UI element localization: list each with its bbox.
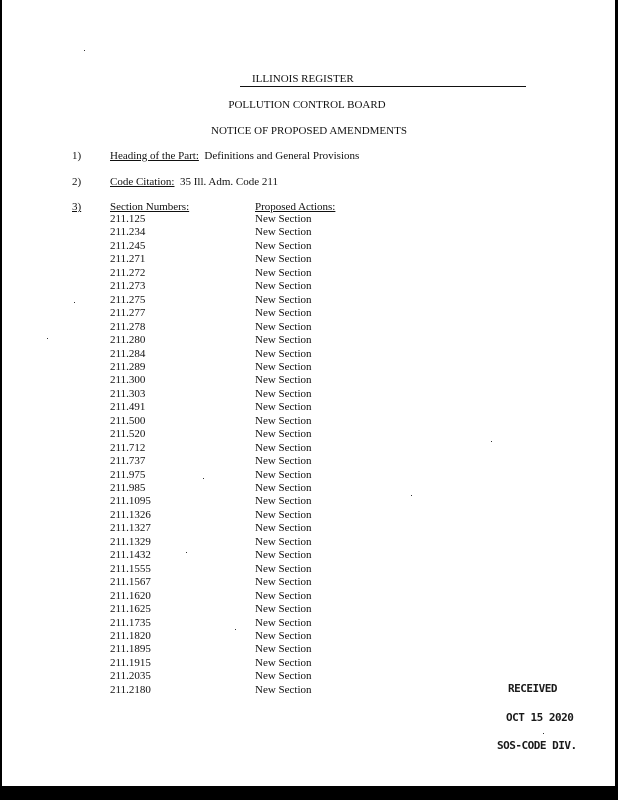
section-row xyxy=(0,657,618,670)
section-row xyxy=(0,321,618,334)
section-number: 211.245 xyxy=(110,239,146,252)
section-row xyxy=(0,401,618,414)
proposed-action: New Section xyxy=(255,482,312,494)
scan-speck xyxy=(74,302,75,303)
section-row xyxy=(0,455,618,468)
section-row xyxy=(0,307,618,320)
register-header: ILLINOIS REGISTER xyxy=(240,72,526,87)
proposed-action: New Section xyxy=(255,535,312,548)
section-row xyxy=(0,294,618,307)
item-text xyxy=(110,149,359,163)
section-row xyxy=(0,361,618,374)
section-row xyxy=(0,482,618,495)
proposed-action: New Section xyxy=(255,656,312,669)
proposed-action: New Section xyxy=(255,441,312,454)
proposed-action: New Section xyxy=(255,468,312,481)
section-number: 211.271 xyxy=(110,253,146,266)
section-row xyxy=(0,563,618,576)
section-number: 211.275 xyxy=(110,293,146,306)
section-row xyxy=(0,536,618,549)
proposed-action: New Section xyxy=(255,334,312,347)
section-number: 211.491 xyxy=(110,401,146,414)
section-number: 211.1326 xyxy=(110,508,151,521)
section-number: 211.277 xyxy=(110,307,146,320)
section-number: 211.300 xyxy=(110,374,146,387)
section-number: 211.1620 xyxy=(110,589,151,602)
proposed-action: New Section xyxy=(255,683,312,696)
section-number: 211.1625 xyxy=(110,603,151,616)
scan-speck xyxy=(47,338,48,339)
proposed-action: New Section xyxy=(255,603,312,616)
section-number: 211.125 xyxy=(110,213,146,225)
section-row xyxy=(0,213,618,226)
section-row xyxy=(0,253,618,266)
proposed-action: New Section xyxy=(255,549,312,562)
section-number: 211.520 xyxy=(110,428,146,441)
scan-speck xyxy=(491,441,492,442)
proposed-action: New Section xyxy=(255,562,312,575)
section-row xyxy=(0,374,618,387)
proposed-action: New Section xyxy=(255,643,312,656)
item-number: 1) xyxy=(72,150,82,162)
proposed-action: New Section xyxy=(255,266,312,279)
item-value: Definitions and General Provisions xyxy=(204,150,360,162)
section-number: 211.234 xyxy=(110,226,146,239)
scan-speck xyxy=(84,50,85,51)
item-label: Heading of the Part: xyxy=(110,150,199,162)
proposed-action: New Section xyxy=(255,508,312,521)
section-row xyxy=(0,522,618,535)
section-row xyxy=(0,617,618,630)
section-row xyxy=(0,348,618,361)
section-number: 211.2180 xyxy=(110,683,151,696)
item-value: 35 Ill. Adm. Code 211 xyxy=(179,176,278,188)
division-stamp: SOS-CODE DIV. xyxy=(497,739,577,752)
section-row xyxy=(0,442,618,455)
section-number: 211.1095 xyxy=(110,495,151,508)
scan-edge-bottom xyxy=(0,786,618,800)
section-row xyxy=(0,267,618,280)
proposed-action: New Section xyxy=(255,239,312,252)
proposed-action: New Section xyxy=(255,347,312,360)
section-row xyxy=(0,469,618,482)
agency-title: POLLUTION CONTROL BOARD xyxy=(228,99,386,111)
section-row xyxy=(0,643,618,656)
section-number: 211.500 xyxy=(110,414,146,427)
section-number: 211.1329 xyxy=(110,535,151,548)
proposed-action: New Section xyxy=(255,280,312,293)
section-number: 211.1735 xyxy=(110,616,151,629)
section-numbers-header: Section Numbers: xyxy=(110,201,190,213)
section-number: 211.280 xyxy=(110,334,146,347)
proposed-action: New Section xyxy=(255,616,312,629)
scan-speck xyxy=(203,478,204,479)
section-row xyxy=(0,280,618,293)
notice-title: NOTICE OF PROPOSED AMENDMENTS xyxy=(211,125,407,137)
section-number: 211.975 xyxy=(110,468,146,481)
section-number: 211.1820 xyxy=(110,629,151,642)
section-number: 211.1327 xyxy=(110,522,151,535)
section-number: 211.1915 xyxy=(110,656,151,669)
proposed-action: New Section xyxy=(255,293,312,306)
proposed-actions-header: Proposed Actions: xyxy=(255,201,336,213)
item-number: 2) xyxy=(72,176,82,188)
proposed-action: New Section xyxy=(255,401,312,414)
scan-speck xyxy=(411,495,412,496)
section-row xyxy=(0,590,618,603)
proposed-action: New Section xyxy=(255,213,312,225)
scan-speck xyxy=(543,733,544,734)
section-number: 211.712 xyxy=(110,441,146,454)
section-row xyxy=(0,226,618,239)
section-row xyxy=(0,240,618,253)
proposed-action: New Section xyxy=(255,576,312,589)
section-row xyxy=(0,630,618,643)
section-number: 211.272 xyxy=(110,266,146,279)
scan-speck xyxy=(235,629,236,630)
section-row xyxy=(0,603,618,616)
proposed-action: New Section xyxy=(255,307,312,320)
section-number: 211.303 xyxy=(110,387,146,400)
section-row xyxy=(0,388,618,401)
section-row xyxy=(0,576,618,589)
proposed-action: New Section xyxy=(255,522,312,535)
scan-speck xyxy=(186,552,187,553)
item-label: Code Citation: xyxy=(110,176,175,188)
proposed-action: New Section xyxy=(255,495,312,508)
proposed-action: New Section xyxy=(255,226,312,239)
item-text xyxy=(110,175,278,189)
section-number: 211.273 xyxy=(110,280,146,293)
section-number: 211.2035 xyxy=(110,670,151,683)
section-number: 211.1432 xyxy=(110,549,151,562)
proposed-action: New Section xyxy=(255,320,312,333)
received-stamp: RECEIVED xyxy=(508,682,557,695)
section-row xyxy=(0,509,618,522)
item-number: 3) xyxy=(72,201,82,213)
proposed-action: New Section xyxy=(255,428,312,441)
section-number: 211.289 xyxy=(110,360,146,373)
section-row xyxy=(0,415,618,428)
proposed-action: New Section xyxy=(255,629,312,642)
section-row xyxy=(0,334,618,347)
proposed-action: New Section xyxy=(255,455,312,468)
section-row xyxy=(0,495,618,508)
proposed-action: New Section xyxy=(255,360,312,373)
received-date-stamp: OCT 15 2020 xyxy=(506,711,574,724)
section-number: 211.278 xyxy=(110,320,146,333)
proposed-action: New Section xyxy=(255,387,312,400)
section-number: 211.737 xyxy=(110,455,146,468)
proposed-action: New Section xyxy=(255,374,312,387)
proposed-action: New Section xyxy=(255,670,312,683)
section-number: 211.1555 xyxy=(110,562,151,575)
proposed-action: New Section xyxy=(255,589,312,602)
section-row xyxy=(0,428,618,441)
section-number: 211.985 xyxy=(110,482,146,494)
proposed-action: New Section xyxy=(255,414,312,427)
section-number: 211.1567 xyxy=(110,576,151,589)
section-number: 211.284 xyxy=(110,347,146,360)
section-row xyxy=(0,549,618,562)
section-number: 211.1895 xyxy=(110,643,151,656)
proposed-action: New Section xyxy=(255,253,312,266)
